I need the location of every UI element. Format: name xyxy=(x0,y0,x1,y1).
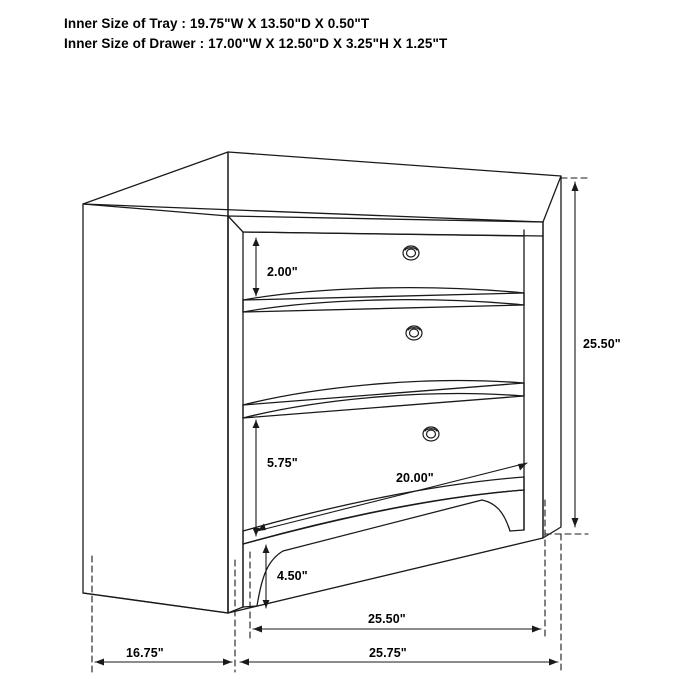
dim-label-4-50: 4.50" xyxy=(277,569,308,583)
cabinet-top-surface xyxy=(83,152,561,222)
dim-label-20-00: 20.00" xyxy=(396,471,434,485)
drawer-bottom-knob xyxy=(423,427,439,441)
inner-size-drawer-text: Inner Size of Drawer : 17.00"W X 12.50"D X 3.25"H X 1.25"T xyxy=(64,36,448,51)
dim-20-00 xyxy=(257,463,527,531)
dim-5-75 xyxy=(253,420,260,536)
cabinet-left-side-panel xyxy=(83,152,228,613)
dimension-lines xyxy=(92,178,588,672)
drawer-bottom xyxy=(243,396,524,544)
cabinet-apron-and-legs xyxy=(228,490,524,613)
inner-size-tray-text: Inner Size of Tray : 19.75"W X 13.50"D X 0.50"T xyxy=(64,16,370,31)
dim-25-50-height xyxy=(545,178,588,534)
dim-label-25-50-width: 25.50" xyxy=(368,612,406,626)
dim-label-2-00: 2.00" xyxy=(267,265,298,279)
dim-label-16-75: 16.75" xyxy=(126,646,164,660)
dim-label-5-75: 5.75" xyxy=(267,456,298,470)
drawer-top-knob xyxy=(403,246,419,260)
cabinet-left-post xyxy=(228,152,243,607)
cabinet-right-post xyxy=(524,176,561,538)
drawer-middle xyxy=(243,305,524,418)
drawer-middle-knob xyxy=(406,326,422,340)
dim-label-25-50-height: 25.50" xyxy=(583,337,621,351)
dim-label-25-75: 25.75" xyxy=(369,646,407,660)
dim-2-00 xyxy=(253,238,260,296)
